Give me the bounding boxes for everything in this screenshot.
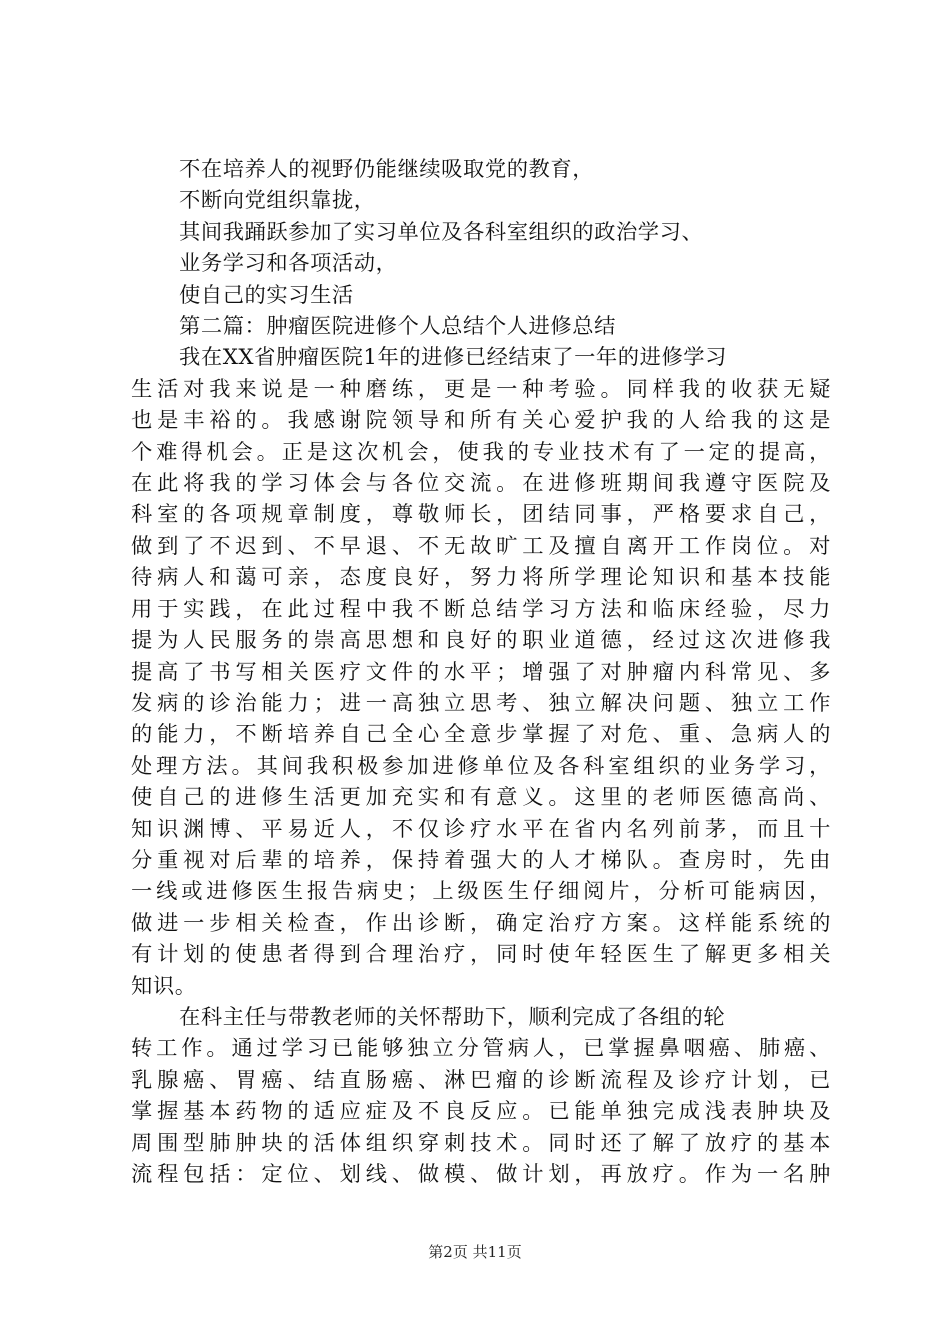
text-line: 不断向党组织靠拢， [179, 188, 376, 214]
text-line: 分重视对后辈的培养，保持着强大的人才梯队。查房时，先由 [131, 847, 831, 873]
text-line: 不在培养人的视野仍能继续吸取党的教育， [179, 157, 595, 182]
text-line: 提为人民服务的崇高思想和良好的职业道德，经过这次进修我 [131, 628, 831, 654]
text-line: 处理方法。其间我积极参加进修单位及各科室组织的业务学习， [131, 753, 831, 779]
text-line: 做到了不迟到、不早退、不无故旷工及擅自离开工作岗位。对 [131, 533, 831, 559]
text-line: 待病人和蔼可亲，态度良好，努力将所学理论知识和基本技能 [131, 565, 831, 591]
text-line: 的能力，不断培养自己全心全意步掌握了对危、重、急病人的 [131, 722, 831, 748]
text-line: 在此将我的学习体会与各位交流。在进修班期间我遵守医院及 [131, 471, 831, 497]
text-line: 使自己的实习生活 [179, 282, 354, 308]
document-body [131, 154, 831, 1190]
text-line: 用于实践，在此过程中我不断总结学习方法和临床经验，尽力 [131, 596, 831, 622]
text-line: 一线或进修医生报告病史；上级医生仔细阅片，分析可能病因， [131, 879, 831, 905]
text-line: 有计划的使患者得到合理治疗，同时使年轻医生了解更多相关 [131, 942, 831, 968]
text-line: 做进一步相关检查，作出诊断，确定治疗方案。这样能系统的 [131, 910, 831, 936]
text-line: 其间我踊跃参加了实习单位及各科室组织的政治学习、 [179, 219, 704, 245]
text-line: 也是丰裕的。我感谢院领导和所有关心爱护我的人给我的这是 [131, 408, 831, 434]
text-line: 知识渊博、平易近人，不仅诊疗水平在省内名列前茅，而且十 [131, 816, 831, 842]
text-line: 发病的诊治能力；进一高独立思考、独立解决问题、独立工作 [131, 690, 831, 716]
text-line: 科室的各项规章制度，尊敬师长，团结同事，严格要求自己， [131, 502, 831, 528]
text-line: 周围型肺肿块的活体组织穿刺技术。同时还了解了放疗的基本 [131, 1130, 831, 1156]
text-line: 乳腺癌、胃癌、结直肠癌、淋巴瘤的诊断流程及诊疗计划，已 [131, 1067, 831, 1093]
text-line: 使自己的进修生活更加充实和有意义。这里的老师医德高尚、 [131, 785, 831, 811]
text-line: 业务学习和各项活动， [179, 251, 398, 277]
text-line: 我在XX省肿瘤医院1年的进修已经结束了一年的进修学习 [179, 345, 728, 371]
page-number-footer: 第2页 共11页 [428, 1243, 522, 1261]
text-line: 生活对我来说是一种磨练，更是一种考验。同样我的收获无疑 [131, 376, 831, 402]
text-line: 提高了书写相关医疗文件的水平；增强了对肿瘤内科常见、多 [131, 659, 831, 685]
text-line: 知识。 [131, 973, 197, 999]
text-line: 掌握基本药物的适应症及不良反应。已能单独完成浅表肿块及 [131, 1099, 831, 1125]
section-heading: 第二篇：肿瘤医院进修个人总结个人进修总结 [179, 314, 616, 340]
text-line: 转工作。通过学习已能够独立分管病人，已掌握鼻咽癌、肺癌、 [131, 1036, 831, 1062]
text-line: 在科主任与带教老师的关怀帮助下，顺利完成了各组的轮 [179, 1004, 726, 1030]
text-line: 个难得机会。正是这次机会，使我的专业技术有了一定的提高， [131, 439, 831, 465]
text-line: 流程包括：定位、划线、做模、做计划，再放疗。作为一名肿 [131, 1162, 831, 1187]
